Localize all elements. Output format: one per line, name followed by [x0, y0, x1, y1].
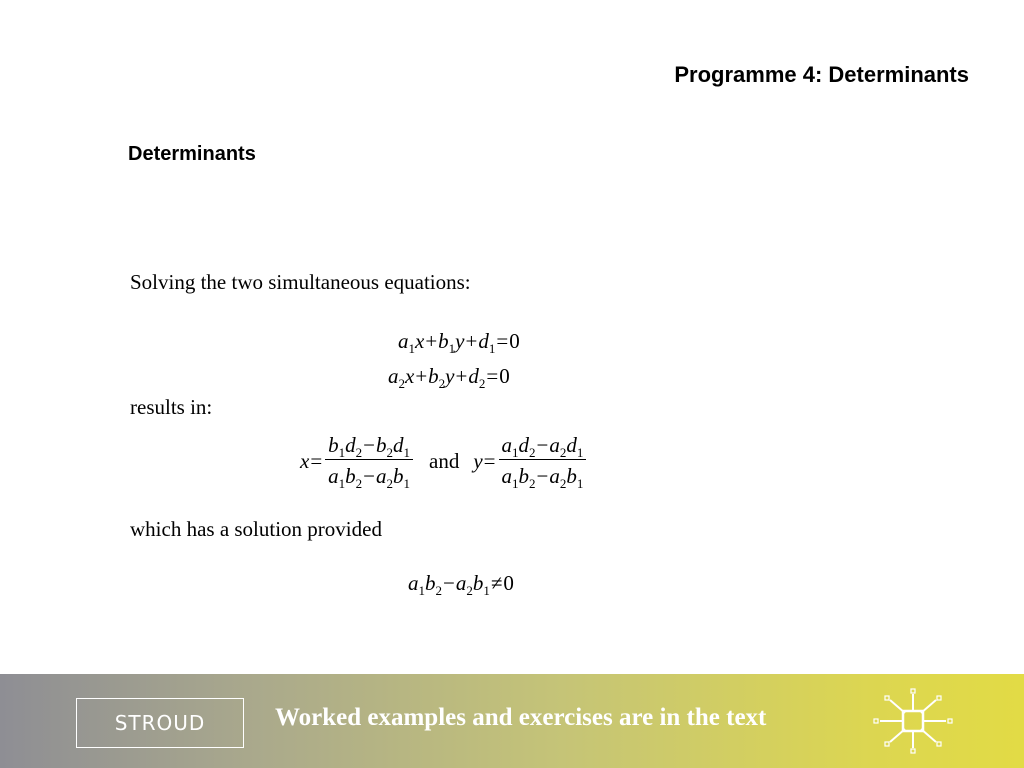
solution-x-fraction: $\frac{b_1d_2-b_2d_1}{a_1b_2-a_2b_1}$	[325, 435, 413, 487]
results-text: results in:	[130, 395, 213, 419]
footer-note: Worked examples and exercises are in the text	[275, 704, 767, 731]
solution-y-fraction: $\frac{a_1d_2-a_2d_1}{a_1b_2-a_2b_1}$	[499, 435, 587, 487]
brand-logo-box	[76, 698, 244, 748]
section-title: Determinants	[128, 143, 256, 165]
equation-2: $a_2x+b_2y+d_2=0$	[388, 364, 510, 391]
programme-title: Programme 4: Determinants	[674, 62, 969, 87]
solution-y-lhs: y=	[473, 448, 496, 473]
provided-text: which has a solution provided	[130, 517, 382, 541]
and-word: and	[429, 448, 460, 473]
intro-text: Solving the two simultaneous equations:	[130, 270, 471, 294]
solution-x-lhs: x=	[300, 448, 323, 473]
footer-bar	[0, 674, 1024, 768]
condition-expression: $a_1b_2-a_2b_1\ne 0$	[408, 571, 514, 598]
equation-1: $a_1x+b_1y+d_1=0$	[398, 329, 520, 356]
solution-formulas	[300, 433, 586, 491]
network-icon	[872, 688, 954, 754]
brand-label: STROUD	[114, 711, 206, 735]
